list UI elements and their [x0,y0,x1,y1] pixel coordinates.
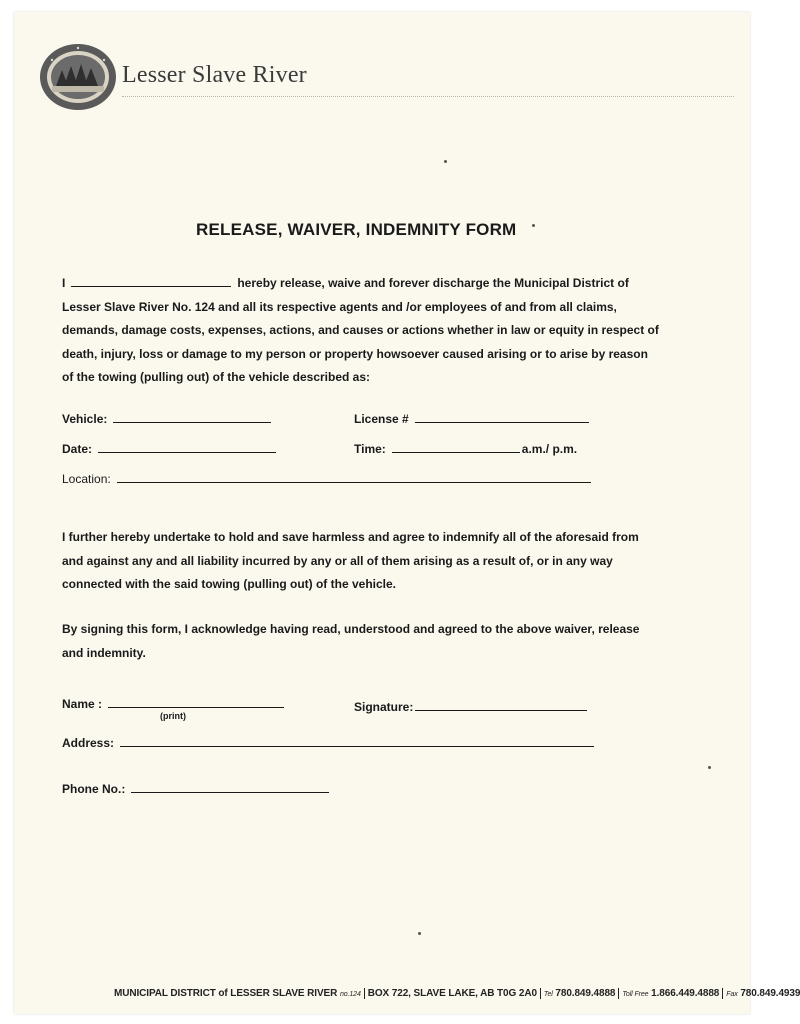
footer-separator [722,988,723,999]
scan-speck [444,160,447,163]
release-text: hereby release, waive and forever discharge the Municipal District of Lesser Slave River No. 124 and all its respective agents and /or employees of and from all claims, demands, damage costs, expenses, actions, and causes or actions whether in law or equity in respect of death, injury, loss or damage to my person or property howsoever caused arising or to arise by reason of the towing (pulling out) of the vehicle described as: [62,276,659,384]
footer-contact [114,988,800,999]
phone-row [62,780,329,796]
print-note: (print) [160,711,186,721]
time-suffix: a.m./ p.m. [521,442,578,456]
footer-district: MUNICIPAL DISTRICT of LESSER SLAVE RIVER [114,988,338,1000]
footer-district-no: no.124 [339,991,361,999]
scan-speck [532,224,535,227]
vehicle-label: Vehicle: [62,412,108,426]
license-field[interactable] [415,410,589,423]
date-row [62,440,276,456]
license-label: License # [354,412,409,426]
header-divider [122,96,734,97]
form-title: RELEASE, WAIVER, INDEMNITY FORM [196,220,517,239]
date-label: Date: [62,442,93,456]
phone-field[interactable] [131,780,329,793]
org-name: Lesser Slave River [122,62,307,88]
vehicle-row [62,410,271,426]
license-row [354,410,589,426]
vehicle-field[interactable] [113,410,271,423]
form-page [14,12,800,1014]
name-label: Name : [62,697,103,711]
footer-separator [540,988,541,999]
signature-row [354,698,587,714]
footer-tollfree: 1.866.449.4888 [651,988,720,1000]
footer-fax: 780.849.4939 [740,988,800,1000]
footer-box: BOX 722, SLAVE LAKE, AB T0G 2A0 [367,988,537,1000]
signature-field[interactable] [415,698,587,711]
time-label: Time: [354,442,386,456]
footer-tel: 780.849.4888 [555,988,616,1000]
scan-speck [418,932,421,935]
scan-speck [708,766,711,769]
phone-label: Phone No.: [62,782,126,796]
footer-separator [618,988,619,999]
footer-tollfree-label: Toll Free [622,991,649,999]
release-paragraph [62,272,662,390]
address-label: Address: [62,736,115,750]
footer-separator [364,988,365,999]
footer-tel-label: Tel [543,991,553,999]
municipal-seal-icon [38,42,118,112]
release-prefix: I [62,276,66,290]
acknowledgement-paragraph: By signing this form, I acknowledge having read, understood and agreed to the above waiver, release and indemnity. [62,622,640,660]
footer-fax-label: Fax [726,991,738,999]
name-row [62,695,284,711]
address-field[interactable] [120,734,594,747]
time-row [354,440,577,456]
location-field[interactable] [117,470,591,483]
address-row [62,734,594,750]
indemnity-paragraph: I further hereby undertake to hold and save harmless and agree to indemnify all of the aforesaid from and against any and all liability incurred by any or all of them arising as a result of, or in any way connected with the said towing (pulling out) of the vehicle. [62,530,639,591]
date-field[interactable] [98,440,276,453]
location-row [62,470,591,486]
location-label: Location: [62,472,111,486]
time-field[interactable] [392,440,520,453]
releasor-name-field[interactable] [71,274,231,287]
signature-label: Signature: [354,700,414,714]
name-field[interactable] [108,695,284,708]
